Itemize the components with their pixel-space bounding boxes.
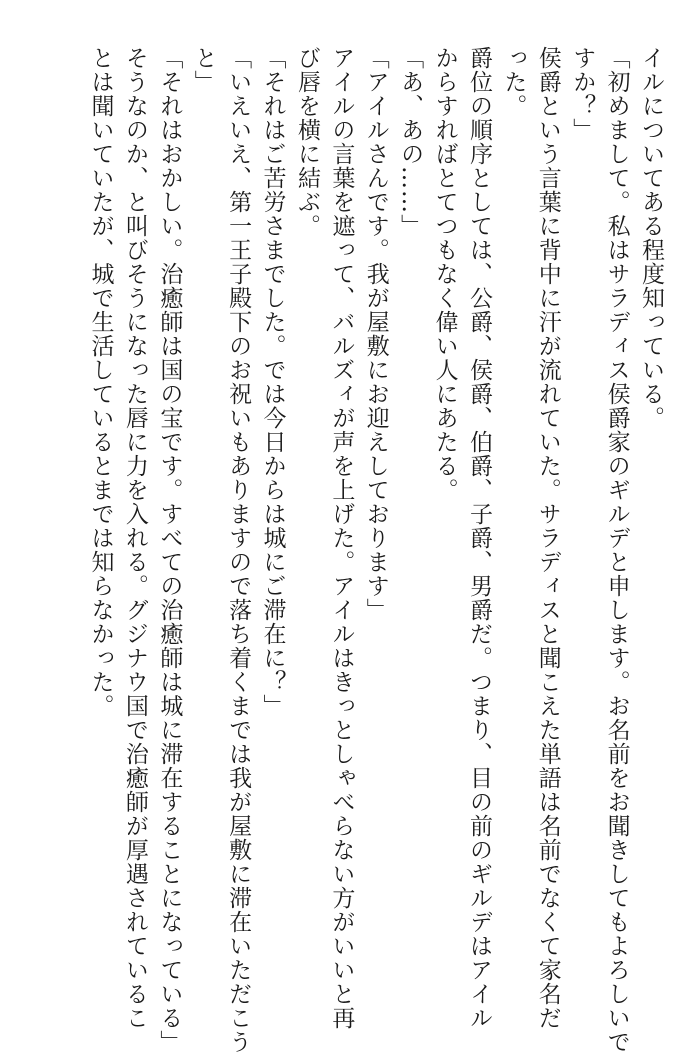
text-line-3: すか？」 <box>569 46 596 142</box>
text-line-4: 侯爵という言葉に背中に汗が流れていた。サラディスと聞こえた単語は名前でなくて家名だ <box>534 46 561 1030</box>
text-line-14: と」 <box>190 46 217 94</box>
text-line-8: 「あ、あの……」 <box>397 46 424 238</box>
text-line-7: からすればとてつもなく偉い人にあたる。 <box>431 46 458 502</box>
text-line-6: 爵位の順序としては、公爵、侯爵、伯爵、子爵、男爵だ。つまり、目の前のギルデはアイル <box>465 46 492 1030</box>
text-line-17: とは聞いていたが、城で生活しているとまでは知らなかった。 <box>87 46 114 718</box>
text-line-5: った。 <box>500 46 527 118</box>
text-line-16: そうなのか、と叫びそうになった唇に力を入れる。グジナウ国で治癒師が厚遇されているこ <box>121 46 148 1030</box>
text-line-10: アイルの言葉を遮って、バルズィが声を上げた。アイルはきっとしゃべらない方がいいと再 <box>328 46 355 1030</box>
text-line-12: 「それはご苦労さまでした。では今日からは城にご滞在に？」 <box>259 46 286 718</box>
text-line-2: 「初めまして。私はサラディス侯爵家のギルデと申します。お名前をお聞きしてもよろしいで <box>603 46 630 1054</box>
text-line-9: 「アイルさんです。我が屋敷にお迎えしております」 <box>362 46 389 622</box>
vertical-text-body <box>28 46 668 1054</box>
text-line-13: 「いえいえ、第一王子殿下のお祝いもありますので落ち着くまでは我が屋敷に滞在いただこう <box>225 46 252 1054</box>
text-line-11: び唇を横に結ぶ。 <box>293 46 320 238</box>
text-line-1: イルについてある程度知っている。 <box>638 46 664 430</box>
text-line-15: 「それはおかしい。治癒師は国の宝です。すべての治癒師は城に滞在することになっている」 <box>156 46 183 1054</box>
